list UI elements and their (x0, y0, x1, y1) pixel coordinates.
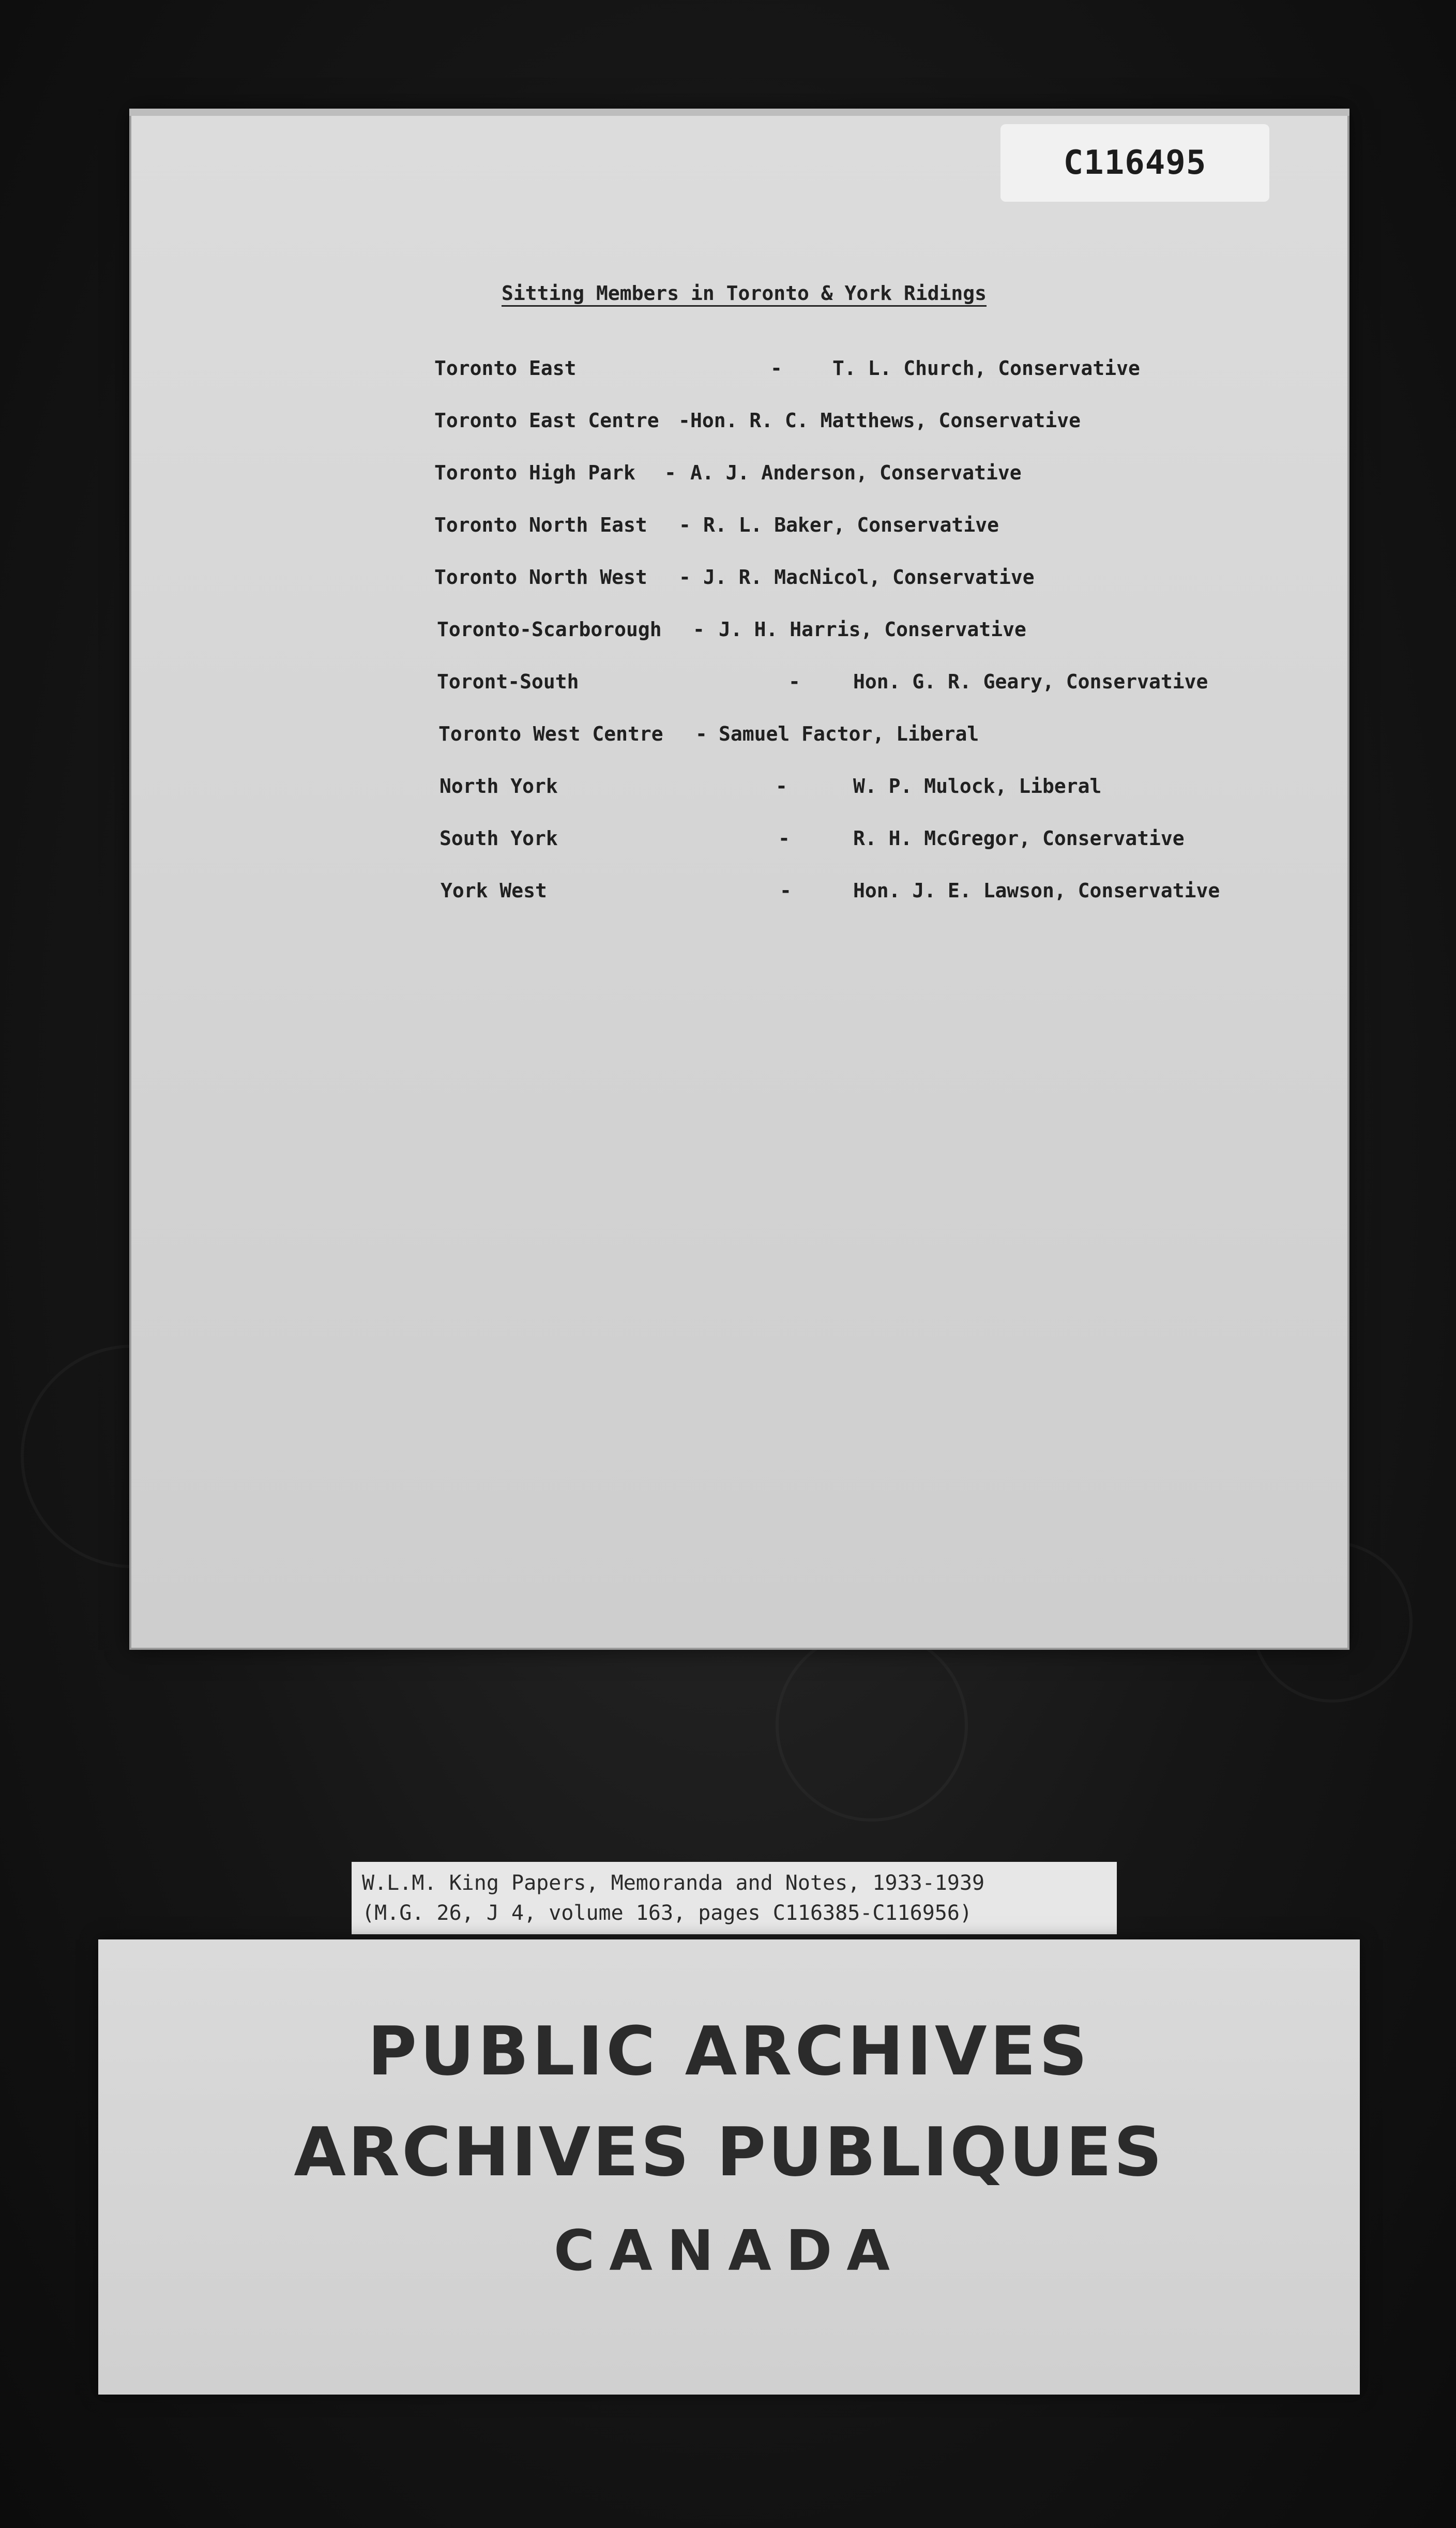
riding-name: South York (439, 827, 558, 850)
riding-name: Toronto North West (434, 566, 647, 589)
member-name: A. J. Anderson, Conservative (690, 461, 1022, 484)
member-name: Samuel Factor, Liberal (719, 723, 979, 745)
separator-dash: - (770, 357, 782, 380)
separator-dash: - (679, 514, 691, 536)
separator-dash: - (776, 775, 787, 797)
citation-line-2: (M.G. 26, J 4, volume 163, pages C116385-C116956) (362, 1901, 973, 1925)
riding-name: Toronto East (434, 357, 577, 380)
separator-dash: - (695, 723, 707, 745)
member-name: Hon. J. E. Lawson, Conservative (853, 879, 1220, 902)
page-edge (129, 109, 1349, 116)
archives-card-english: PUBLIC ARCHIVES (367, 2012, 1091, 2090)
separator-dash: - (693, 618, 705, 641)
archives-card-country: CANADA (553, 2219, 905, 2283)
typed-document-page (129, 109, 1349, 1650)
document-title: Sitting Members in Toronto & York Ridings (502, 282, 987, 305)
riding-name: Toronto-Scarborough (437, 618, 662, 641)
riding-name: Toronto High Park (434, 461, 635, 484)
separator-dash: - (788, 670, 800, 693)
member-name: J. R. MacNicol, Conservative (703, 566, 1035, 589)
riding-name: York West (441, 879, 547, 902)
source-citation-label (352, 1862, 1117, 1934)
reference-number: C116495 (1063, 144, 1207, 182)
separator-dash: - (678, 409, 690, 432)
riding-name: Toronto North East (434, 514, 647, 536)
archives-card-french: ARCHIVES PUBLIQUES (294, 2113, 1164, 2191)
member-name: W. P. Mulock, Liberal (853, 775, 1102, 797)
member-name: Hon. G. R. Geary, Conservative (853, 670, 1208, 693)
reference-number-tag (1000, 124, 1269, 202)
member-name: Hon. R. C. Matthews, Conservative (690, 409, 1081, 432)
archives-card (98, 1939, 1360, 2395)
riding-name: Toront-South (437, 670, 579, 693)
citation-line-1: W.L.M. King Papers, Memoranda and Notes, 1933-1939 (362, 1871, 985, 1895)
film-texture (776, 1629, 968, 1822)
member-name: J. H. Harris, Conservative (719, 618, 1026, 641)
member-name: R. H. McGregor, Conservative (853, 827, 1185, 850)
member-name: T. L. Church, Conservative (832, 357, 1140, 380)
separator-dash: - (679, 566, 691, 589)
member-name: R. L. Baker, Conservative (703, 514, 999, 536)
riding-name: Toronto East Centre (434, 409, 659, 432)
separator-dash: - (664, 461, 676, 484)
riding-name: North York (439, 775, 558, 797)
separator-dash: - (780, 879, 792, 902)
separator-dash: - (778, 827, 790, 850)
riding-name: Toronto West Centre (438, 723, 663, 745)
